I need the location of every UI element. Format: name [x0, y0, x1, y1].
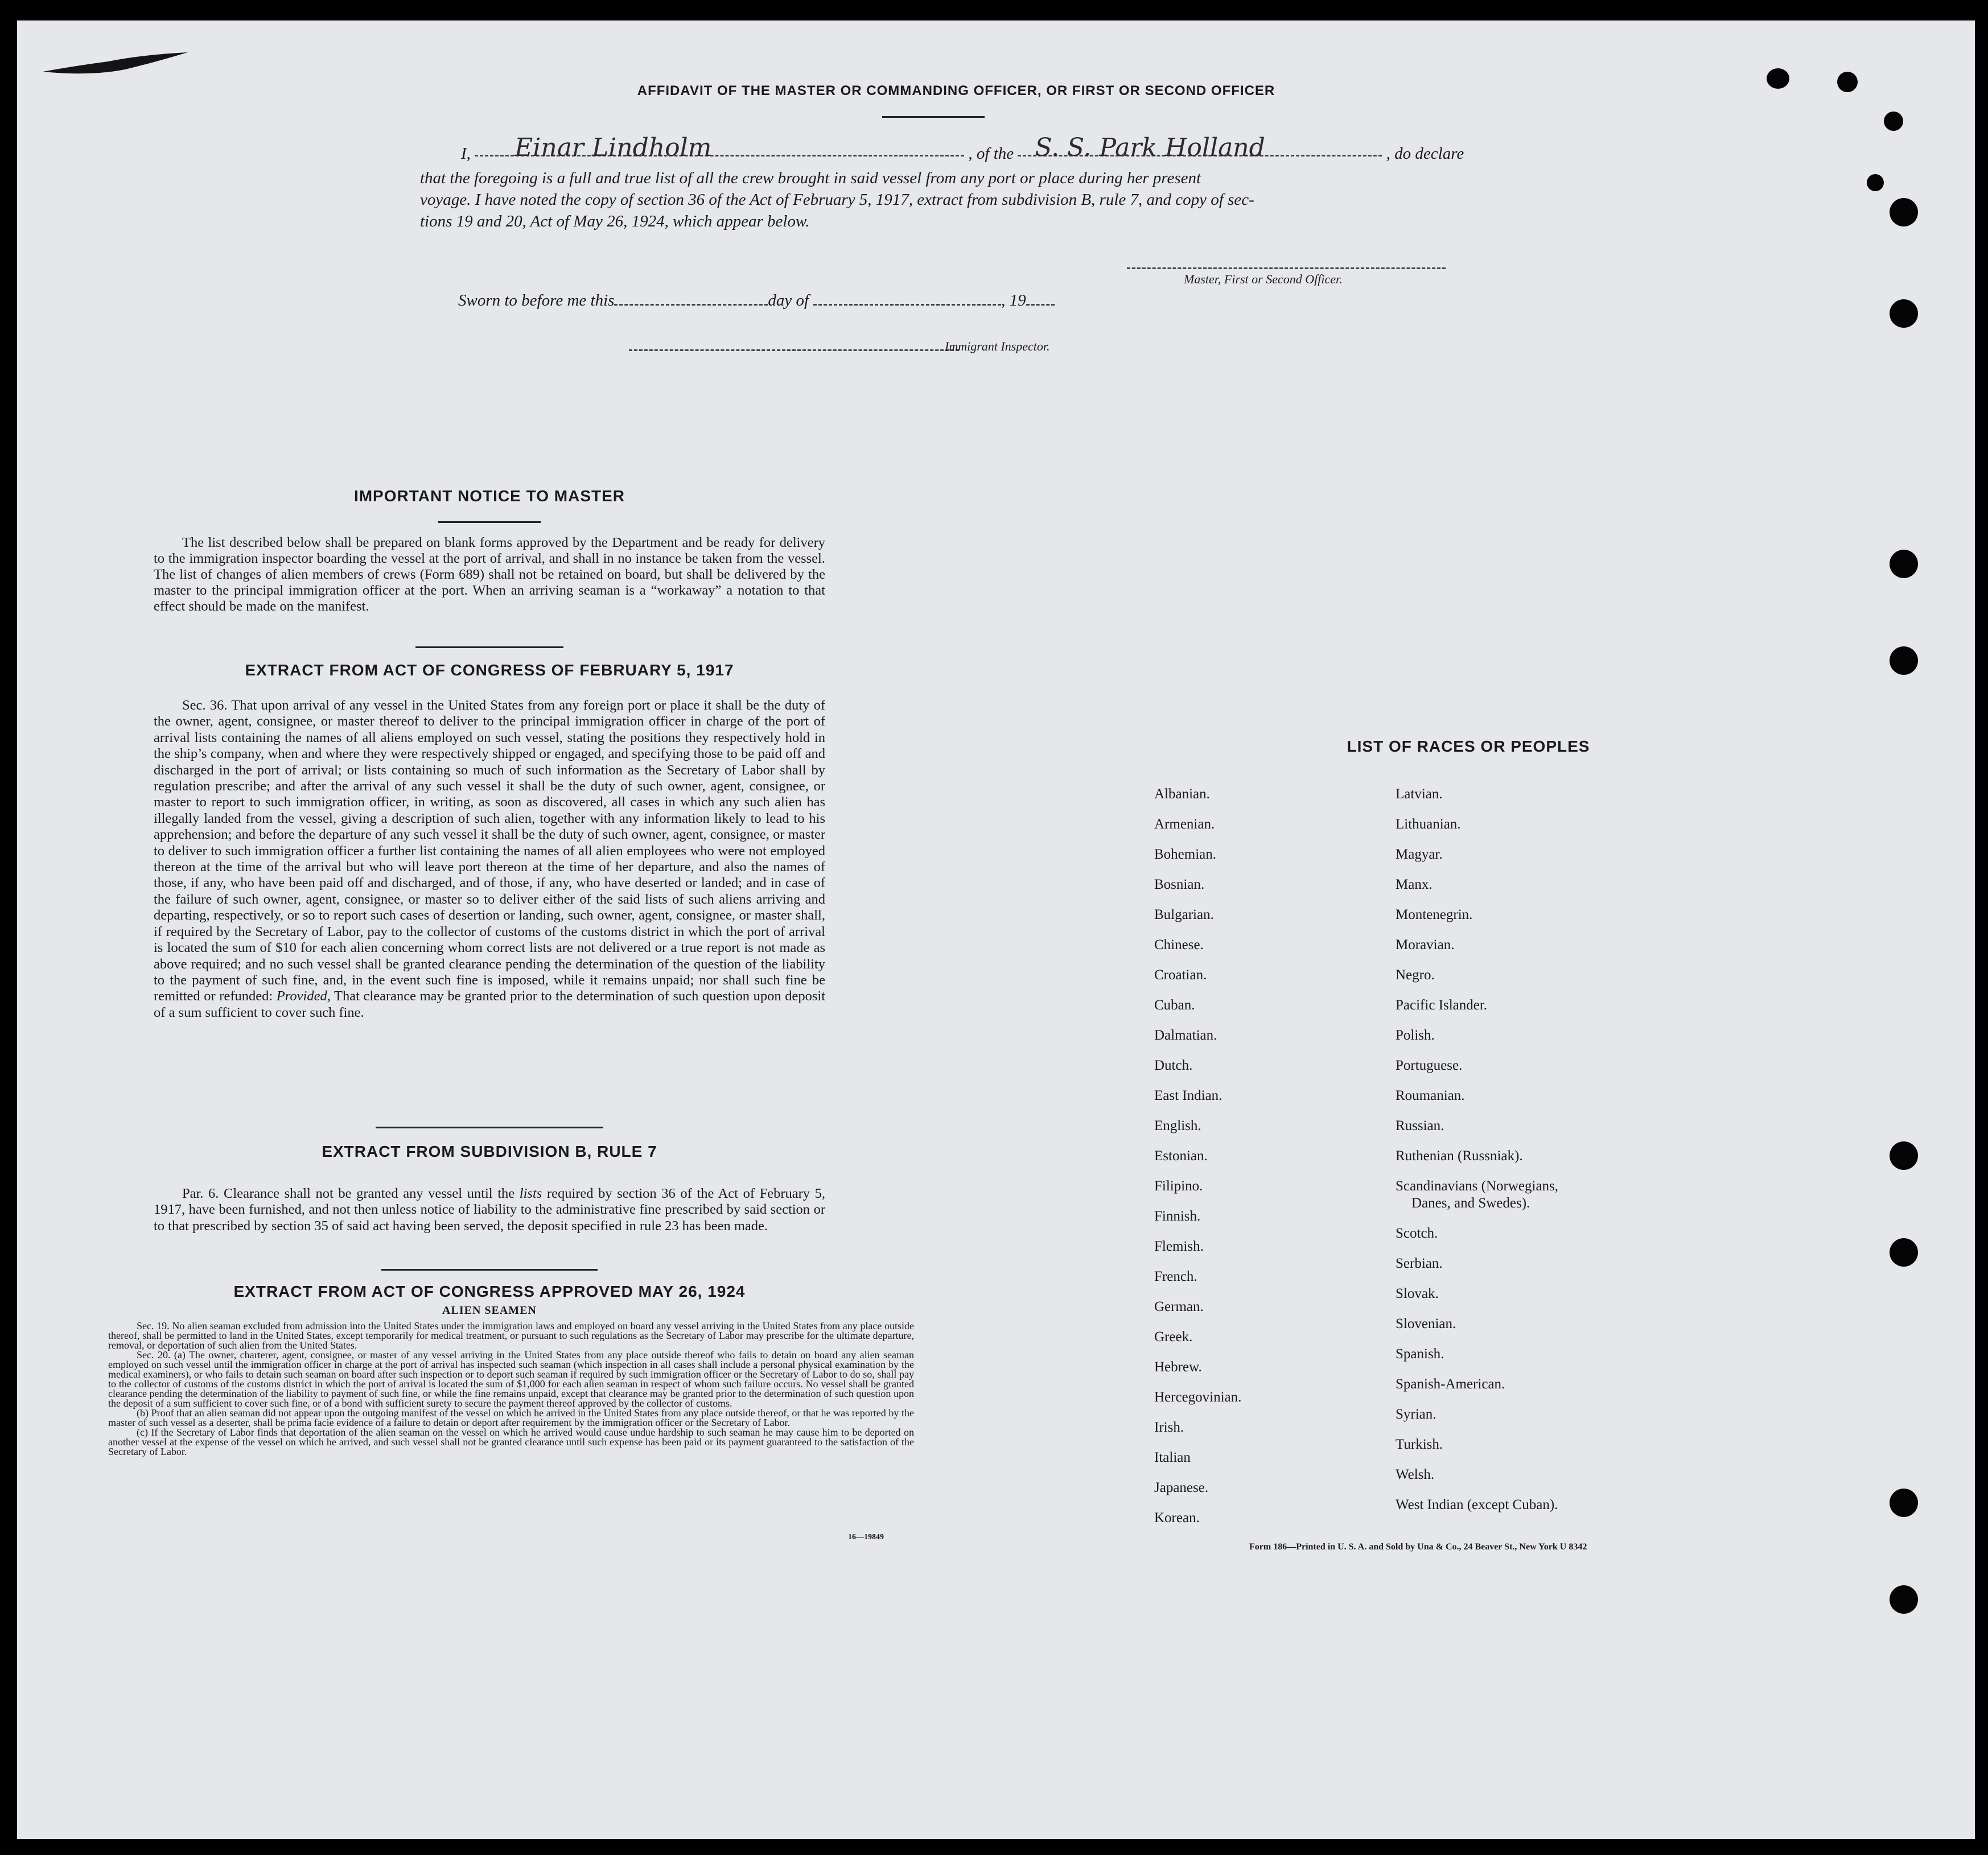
par6-text-a: Clearance shall not be granted any vessel until the	[224, 1186, 515, 1201]
notice-title: IMPORTANT NOTICE TO MASTER	[353, 487, 625, 505]
race-item: Dutch.	[1154, 1058, 1193, 1073]
sec20a-text: Sec. 20. (a) The owner, charterer, agent, consignee, or master of any vessel arriving in the United States from any place outside thereof who fails to detain on board any alien seaman employed on such vessel until the immigration officer in charge at the port of arrival has inspected such seaman (which inspection in all cases shall include a personal physical examination by the medical examiners), or who fails to detain such seaman on board after such inspection or to deport such seaman if required by such immigration officer or the Secretary of Labor to do so, shall pay to the collector of customs of the customs district in which the port of arrival is located the sum of $1,000 for each alien seaman in respect of whom such failure occurs. No vessel shall be granted clearance pending the determination of the liability to payment of such fine, or while the fine remains unpaid, except that clearance may be granted prior to the determination of such question upon the deposit of a sum sufficient to cover such fine, or of a bond with sufficient surety to secure the payment thereof approved by the collector of customs.	[108, 1349, 914, 1409]
race-item: Welsh.	[1396, 1467, 1435, 1482]
subdivision-par-6	[154, 1186, 825, 1234]
sec36-label: Sec. 36.	[182, 698, 228, 713]
declaration-line-1: that the foregoing is a full and true list of all the crew brought in said vessel from any port or place during her present	[420, 169, 1201, 187]
sworn-label: Sworn to before me this	[458, 291, 615, 310]
lists-word: lists	[519, 1186, 542, 1201]
do-declare-label: , do declare	[1386, 145, 1464, 163]
declaration-body	[420, 167, 1501, 232]
race-item: Italian	[1154, 1450, 1191, 1465]
provided-word: Provided,	[276, 988, 331, 1004]
punch-hole	[1890, 1141, 1918, 1170]
race-item: Armenian.	[1154, 817, 1215, 832]
race-item: Flemish.	[1154, 1239, 1204, 1254]
signer-signature: Einar Lindholm	[515, 133, 712, 162]
race-item: East Indian.	[1154, 1088, 1223, 1103]
of-the-label: , of the	[968, 145, 1014, 163]
race-item: Magyar.	[1396, 847, 1443, 862]
notice-text: The list described below shall be prepared on blank forms approved by the Department and be ready for delivery to the immigration inspector boarding the vessel at the port of arrival, and shall in no instance be taken from the vessel. The list of changes of alien members of crews (Form 689) shall not be retained on board, but shall be delivered by the master to the principal immigration officer at the port. When an arriving seaman is a “workaway” a notation to that effect should be made on the manifest.	[154, 535, 825, 614]
punch-hole	[1867, 174, 1884, 191]
race-item: Spanish.	[1396, 1346, 1444, 1362]
punch-hole	[1890, 1585, 1918, 1614]
race-item: Korean.	[1154, 1510, 1200, 1526]
race-item: Dalmatian.	[1154, 1028, 1217, 1043]
declaration-line-2: voyage. I have noted the copy of section 36 of the Act of February 5, 1917, extract from subdivision B, rule 7, and copy of sec-	[420, 191, 1254, 209]
act1917-end-divider	[376, 1127, 603, 1128]
race-item: German.	[1154, 1299, 1204, 1314]
race-item: Spanish-American.	[1396, 1376, 1505, 1392]
act1924-text	[108, 1321, 914, 1457]
par6-text-b: required by section 36 of the Act of February 5, 1917, have been furnished, and not then unless notice of liability to the administrative fine prescribed by said section or to that prescribed by section 35 of said act having been served, the deposit specified in rule 23 has been made.	[154, 1186, 826, 1234]
act1924-subtitle: ALIEN SEAMEN	[442, 1304, 537, 1317]
race-item: Turkish.	[1396, 1437, 1443, 1452]
race-item: Greek.	[1154, 1329, 1193, 1345]
race-item: Hebrew.	[1154, 1359, 1202, 1375]
race-item: Ruthenian (Russniak).	[1396, 1148, 1523, 1164]
inspector-signature-line	[629, 349, 959, 351]
subdivision-end-divider	[381, 1269, 598, 1271]
sworn-day-blank	[614, 304, 768, 306]
sworn-line	[458, 291, 1055, 310]
race-item: Hercegovinian.	[1154, 1390, 1242, 1405]
race-item: French.	[1154, 1269, 1197, 1284]
race-item: Japanese.	[1154, 1480, 1209, 1495]
subdivision-title: EXTRACT FROM SUBDIVISION B, RULE 7	[322, 1143, 657, 1160]
notice-divider	[438, 521, 541, 523]
race-item: Albanian.	[1154, 786, 1210, 802]
officer-label: Master, First or Second Officer.	[1184, 272, 1343, 286]
title-divider	[882, 116, 985, 118]
officer-signature-line	[1127, 267, 1446, 269]
sec19-text: Sec. 19. No alien seaman excluded from admission into the United States under the immigration laws and employed on board any vessel arriving in the United States from any place outside thereof, shall be permitted to land in the United States, except temporarily for medical treatment, or pursuant to such regulations as the Secretary of Labor may prescribe for the ultimate departure, removal, or deportation of such alien from the United States.	[108, 1320, 914, 1351]
act1917-title: EXTRACT FROM ACT OF CONGRESS OF FEBRUARY 5, 1917	[245, 661, 734, 679]
race-item: English.	[1154, 1118, 1201, 1133]
affidavit-title: AFFIDAVIT OF THE MASTER OR COMMANDING OFFICER, OR FIRST OR SECOND OFFICER	[637, 83, 1275, 98]
race-item: Portuguese.	[1396, 1058, 1463, 1073]
punch-hole	[1890, 550, 1918, 578]
race-item: Bulgarian.	[1154, 907, 1214, 922]
race-item: Serbian.	[1396, 1256, 1443, 1271]
race-item: Bosnian.	[1154, 877, 1205, 892]
punch-hole	[1890, 198, 1918, 226]
race-item: Estonian.	[1154, 1148, 1208, 1164]
i-label: I,	[461, 145, 471, 163]
punch-hole	[1890, 299, 1918, 328]
race-item: Slovak.	[1396, 1286, 1439, 1301]
sec20c-text: (c) If the Secretary of Labor finds that deportation of the alien seaman on the vessel on which he arrived would cause undue hardship to such seaman he may cause him to be deported on another vessel at the expense of the vessel on which he arrived, and such vessel shall not be granted clearance until such expense has been paid or its payment guaranteed to the satisfaction of the Secretary of Labor.	[108, 1427, 914, 1457]
race-item: Moravian.	[1396, 937, 1455, 953]
race-item: Roumanian.	[1396, 1088, 1465, 1103]
sec20b-text: (b) Proof that an alien seaman did not appear upon the outgoing manifest of the vessel on which he arrived in the United States from any place outside thereof, or that he was reported by the master of such vessel as a deserter, shall be prima facie evidence of a failure to detain or deport after requirement by the immigration officer or the Secretary of Labor.	[108, 1407, 914, 1428]
race-item: Pacific Islander.	[1396, 997, 1488, 1013]
notice-end-divider	[415, 646, 563, 648]
race-item: Filipino.	[1154, 1178, 1203, 1194]
punch-hole	[1884, 112, 1903, 131]
race-item: Danes, and Swedes).	[1411, 1196, 1530, 1211]
punch-hole	[1890, 1489, 1918, 1517]
ink-smudge-icon	[40, 49, 211, 83]
act1924-title: EXTRACT FROM ACT OF CONGRESS APPROVED MAY 26, 1924	[233, 1283, 746, 1300]
year-prefix: , 19	[1001, 291, 1026, 310]
punch-hole	[1837, 72, 1858, 92]
race-item: West Indian (except Cuban).	[1396, 1497, 1558, 1512]
race-item: Montenegrin.	[1396, 907, 1473, 922]
race-item: Scandinavians (Norwegians,	[1396, 1178, 1559, 1194]
punch-hole	[1767, 68, 1789, 89]
day-of-label: day of	[768, 291, 809, 310]
declaration-line	[461, 133, 1497, 163]
sworn-year-blank	[1026, 304, 1055, 306]
race-item: Latvian.	[1396, 786, 1443, 802]
race-item: Finnish.	[1154, 1209, 1201, 1224]
punch-hole	[1890, 646, 1918, 675]
declaration-line-3: tions 19 and 20, Act of May 26, 1924, which appear below.	[420, 212, 810, 230]
inspector-label: Immigrant Inspector.	[945, 339, 1050, 353]
sec36-text: That upon arrival of any vessel in the United States from any foreign port or place it shall be the duty of the owner, agent, consignee, or master thereof to deliver to the principal immigration officer in charge of the port of arrival lists containing the names of all aliens employed on such vessel, stating the positions they respectively hold in the ship’s company, when and where they were respectively shipped or engaged, and specifying those to be paid off and discharged in the port of arrival; or lists containing so much of such information as the Secretary of Labor shall by regulation prescribe; and after the arrival of any such vessel it shall be the duty of such owner, agent, consignee, or master to report to such immigration officer, in writing, as soon as discovered, all cases in which any such alien has illegally landed from the vessel, giving a description of such alien, together with any information likely to lead to his apprehension; and before the departure of any such vessel it shall be the duty of such owner, agent, consignee, or master to deliver to such immigration officer a further list containing the names of all alien employees who were not employed thereon at the time of the arrival but who will leave port thereon at the time of her departure, and also the names of those, if any, who have been paid off and discharged, and of those, if any, who have deserted or landed; and in case of the failure of such owner, agent, consignee, or master so to deliver either of the said lists of such aliens arriving and departing, respectively, or so to report such cases of desertion or landing, such owner, agent, consignee, or master shall, if required by the Secretary of Labor, pay to the collector of customs of the customs district in which the port of arrival is located the sum of $10 for each alien concerning whom correct lists are not delivered or a true report is not made as above required; and no such vessel shall be granted clearance pending the determination of the question of the liability to the payment of such fine, and, in the event such fine is imposed, while it remains unpaid; nor shall such fine be remitted or refunded:	[154, 698, 826, 1004]
race-item: Lithuanian.	[1396, 817, 1461, 832]
act1917-section-36	[154, 698, 825, 1021]
vessel-name-handwritten: S. S. Park Holland	[1035, 133, 1265, 162]
race-item: Negro.	[1396, 967, 1435, 983]
race-item: Manx.	[1396, 877, 1433, 892]
race-item: Syrian.	[1396, 1407, 1437, 1422]
race-item: Russian.	[1396, 1118, 1444, 1133]
par6-label: Par. 6.	[182, 1186, 219, 1201]
race-item: Scotch.	[1396, 1226, 1438, 1241]
race-item: Irish.	[1154, 1420, 1184, 1435]
punch-hole	[1890, 1238, 1918, 1267]
race-item: Croatian.	[1154, 967, 1207, 983]
race-item: Polish.	[1396, 1028, 1435, 1043]
document-page	[17, 20, 1975, 1839]
race-item: Bohemian.	[1154, 847, 1217, 862]
race-item: Cuban.	[1154, 997, 1195, 1013]
printer-footer: Form 186—Printed in U. S. A. and Sold by Una & Co., 24 Beaver St., New York U 8342	[1249, 1542, 1587, 1552]
sworn-month-blank	[813, 304, 1001, 306]
form-code: 16—19849	[848, 1533, 884, 1541]
races-title: LIST OF RACES OR PEOPLES	[1347, 737, 1590, 755]
race-item: Slovenian.	[1396, 1316, 1456, 1332]
race-item: Chinese.	[1154, 937, 1204, 953]
sec36-text-end: That clearance may be granted prior to the determination of such question upon deposit of a sum sufficient to cover such fine.	[154, 988, 826, 1020]
